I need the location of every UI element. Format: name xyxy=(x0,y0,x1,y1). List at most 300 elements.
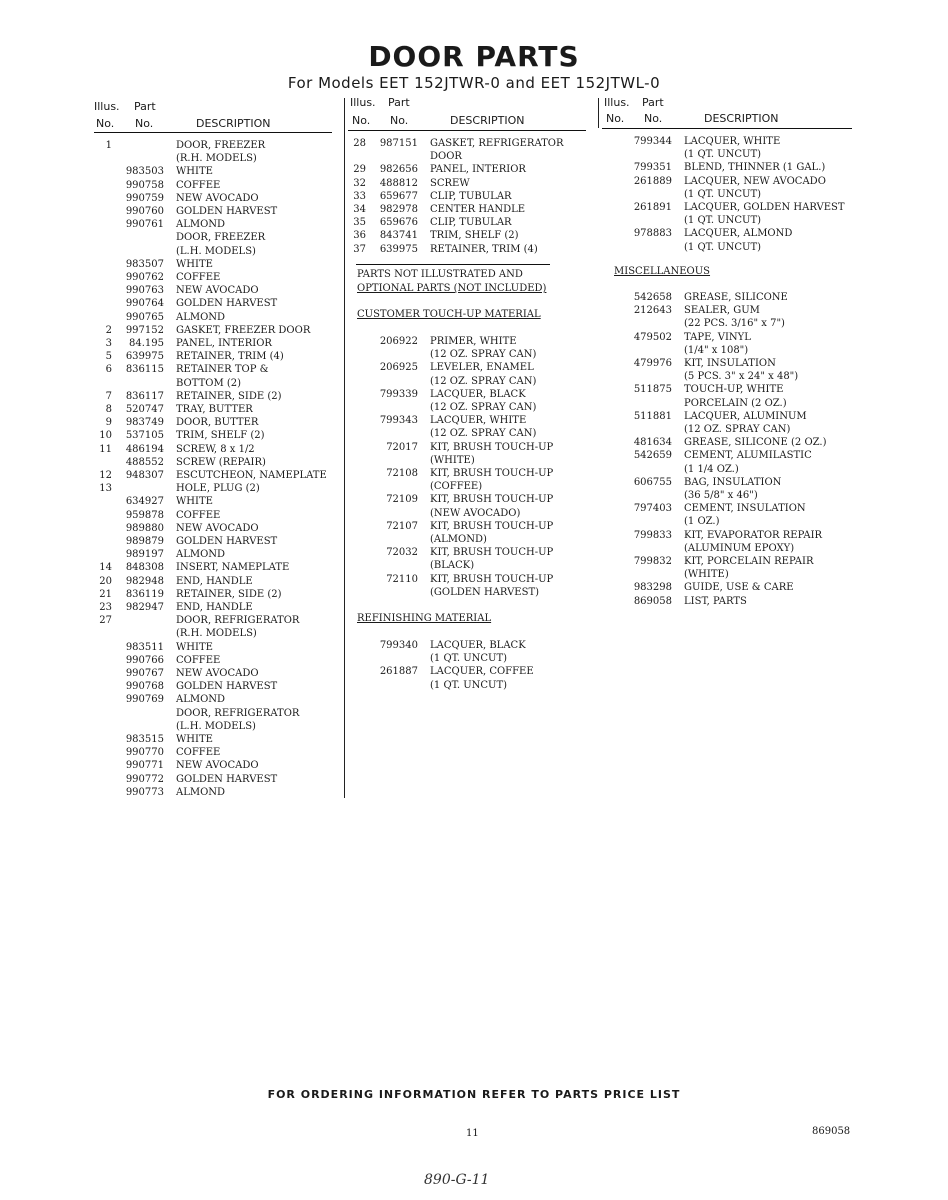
part-number: 990761 xyxy=(125,219,164,231)
part-number: 990767 xyxy=(125,668,164,679)
illus-number: 11 xyxy=(99,443,112,455)
parts-row xyxy=(94,205,344,218)
part-number: 990773 xyxy=(125,786,164,798)
part-number: 982656 xyxy=(379,164,418,176)
page-subtitle: For Models EET 152JTWR-0 and EET 152JTWL-0 xyxy=(287,74,661,92)
description: LACQUER, BLACK xyxy=(430,640,526,651)
part-number: 479502 xyxy=(633,331,672,343)
parts-row xyxy=(602,515,852,528)
illus-number: 10 xyxy=(99,430,112,442)
parts-row xyxy=(94,403,344,416)
part-number: 799351 xyxy=(633,162,672,174)
parts-row xyxy=(602,344,852,357)
header-rule xyxy=(348,130,586,131)
part-number: 990760 xyxy=(125,206,164,217)
part-number: 990770 xyxy=(125,747,164,759)
parts-row xyxy=(94,297,344,310)
part-number: 983515 xyxy=(125,734,164,745)
parts-row xyxy=(602,555,852,568)
part-number: 848308 xyxy=(125,562,164,574)
description: NEW AVOCADO xyxy=(176,668,259,679)
part-number: 511875 xyxy=(633,384,672,396)
parts-row xyxy=(94,561,344,574)
description: (L.H. MODELS) xyxy=(176,720,256,732)
handwritten-note: 890-G-11 xyxy=(424,1172,490,1188)
parts-row xyxy=(348,665,598,678)
section-refinishing-heading: REFINISHING MATERIAL xyxy=(357,613,492,624)
description: WHITE xyxy=(176,496,213,508)
parts-row xyxy=(94,429,344,442)
description: ALMOND xyxy=(176,786,226,798)
parts-row xyxy=(348,150,598,163)
description: KIT, BRUSH TOUCH-UP xyxy=(430,468,554,479)
parts-row xyxy=(94,245,344,258)
part-number: 959878 xyxy=(125,509,164,521)
description: TRIM, SHELF (2) xyxy=(430,230,519,242)
part-number: 72108 xyxy=(386,468,418,479)
parts-row xyxy=(94,693,344,706)
parts-row xyxy=(348,586,598,599)
parts-row xyxy=(348,520,598,533)
illus-number: 36 xyxy=(353,230,366,242)
part-number: 982978 xyxy=(379,204,418,215)
part-number: 989197 xyxy=(125,549,164,561)
parts-row xyxy=(94,192,344,205)
header-no-illus: No. xyxy=(606,112,625,125)
part-number: 479976 xyxy=(633,358,672,369)
illus-number: 7 xyxy=(105,390,112,402)
part-number: 72017 xyxy=(386,441,418,453)
header-illus: Illus. xyxy=(604,96,630,109)
description: TRAY, BUTTER xyxy=(176,404,253,415)
description: RETAINER, SIDE (2) xyxy=(176,588,282,600)
part-number: 987151 xyxy=(379,138,418,149)
part-number: 542659 xyxy=(633,450,672,462)
parts-row xyxy=(602,529,852,542)
parts-row xyxy=(602,291,852,304)
parts-row xyxy=(94,363,344,376)
part-number: 990772 xyxy=(125,773,164,785)
description: LACQUER, GOLDEN HARVEST xyxy=(684,202,845,213)
description: (1 QT. UNCUT) xyxy=(430,679,508,691)
parts-row xyxy=(602,135,852,148)
parts-row xyxy=(94,627,344,640)
illus-number: 9 xyxy=(105,417,112,429)
description: LIST, PARTS xyxy=(684,595,747,607)
description: WHITE xyxy=(176,258,213,270)
description: NEW AVOCADO xyxy=(176,192,259,204)
parts-row xyxy=(348,546,598,559)
description: (R.H. MODELS) xyxy=(176,628,257,640)
description: PANEL, INTERIOR xyxy=(430,164,526,176)
description: LACQUER, BLACK xyxy=(430,388,526,400)
section-touchup-heading: CUSTOMER TOUCH-UP MATERIAL xyxy=(357,309,541,320)
parts-row xyxy=(348,427,598,440)
description: KIT, EVAPORATOR REPAIR xyxy=(684,529,823,541)
illus-number: 32 xyxy=(353,177,366,189)
description: (WHITE) xyxy=(684,569,729,581)
header-rule xyxy=(602,128,852,129)
part-number: 989880 xyxy=(125,522,164,534)
parts-row xyxy=(602,568,852,581)
description: RETAINER, TRIM (4) xyxy=(430,243,538,255)
parts-row xyxy=(602,449,852,462)
description: COFFEE xyxy=(176,509,221,521)
part-number: 606755 xyxy=(633,476,672,488)
part-number: 997152 xyxy=(125,324,164,336)
parts-row xyxy=(348,335,598,348)
parts-row xyxy=(602,161,852,174)
description: KIT, BRUSH TOUCH-UP xyxy=(430,573,554,585)
parts-row xyxy=(348,348,598,361)
parts-row xyxy=(94,139,344,152)
description: COFFEE xyxy=(176,747,221,759)
parts-row xyxy=(348,493,598,506)
illus-number: 20 xyxy=(99,575,112,587)
parts-row xyxy=(602,331,852,344)
section-miscellaneous-heading: MISCELLANEOUS xyxy=(614,266,711,277)
parts-row xyxy=(94,535,344,548)
parts-row xyxy=(602,423,852,436)
parts-row xyxy=(602,148,852,161)
description: CLIP, TUBULAR xyxy=(430,217,512,229)
description: KIT, BRUSH TOUCH-UP xyxy=(430,520,554,532)
parts-row xyxy=(94,165,344,178)
description: LACQUER, NEW AVOCADO xyxy=(684,175,826,187)
notice-line-1: PARTS NOT ILLUSTRATED AND xyxy=(357,269,523,280)
illus-number: 13 xyxy=(99,483,112,495)
parts-row xyxy=(602,241,852,254)
parts-row xyxy=(602,489,852,502)
parts-row xyxy=(602,188,852,201)
description: LACQUER, ALUMINUM xyxy=(684,410,807,422)
part-number: 206925 xyxy=(379,362,418,374)
description: (12 OZ. SPRAY CAN) xyxy=(430,428,537,440)
description: GOLDEN HARVEST xyxy=(176,536,278,547)
part-number: 206922 xyxy=(379,336,418,347)
description: KIT, BRUSH TOUCH-UP xyxy=(430,494,554,506)
description: (22 PCS. 3/16" x 7") xyxy=(684,318,785,330)
header-part: Part xyxy=(642,96,664,109)
part-number: 990766 xyxy=(125,654,164,666)
parts-row xyxy=(602,383,852,396)
parts-row xyxy=(94,179,344,192)
part-number: 797403 xyxy=(633,503,672,515)
illus-number: 5 xyxy=(105,351,112,363)
parts-row xyxy=(348,679,598,692)
part-number: 261891 xyxy=(633,202,672,213)
part-number: 990764 xyxy=(125,298,164,310)
part-number: 212643 xyxy=(633,305,672,317)
description: GREASE, SILICONE (2 OZ.) xyxy=(684,437,827,449)
parts-row xyxy=(348,480,598,493)
description: PRIMER, WHITE xyxy=(430,336,517,347)
part-number: 72032 xyxy=(386,547,418,559)
description: CEMENT, INSULATION xyxy=(684,503,806,515)
part-number: 990768 xyxy=(125,681,164,693)
header-no-part: No. xyxy=(644,112,663,125)
illus-number: 37 xyxy=(353,243,366,255)
part-number: 989879 xyxy=(125,536,164,547)
parts-row xyxy=(94,548,344,561)
parts-row xyxy=(348,441,598,454)
description: SCREW (REPAIR) xyxy=(176,456,266,468)
header-no-part: No. xyxy=(390,114,409,127)
illus-number: 23 xyxy=(99,602,112,613)
illus-number: 21 xyxy=(99,588,112,600)
ordering-footer: FOR ORDERING INFORMATION REFER TO PARTS PRICE LIST xyxy=(267,1088,681,1101)
description: (1/4" x 108") xyxy=(684,344,749,356)
part-number: 836117 xyxy=(125,390,164,402)
parts-row xyxy=(94,773,344,786)
part-number: 799340 xyxy=(379,640,418,651)
description: LACQUER, ALMOND xyxy=(684,228,793,240)
description: COFFEE xyxy=(176,179,221,191)
description: GOLDEN HARVEST xyxy=(176,773,278,785)
part-number: 542658 xyxy=(633,292,672,303)
part-number: 799343 xyxy=(379,415,418,427)
description: (WHITE) xyxy=(430,454,475,466)
description: CENTER HANDLE xyxy=(430,204,526,215)
parts-row xyxy=(348,163,598,176)
part-number: 634927 xyxy=(125,496,164,508)
description: RETAINER, TRIM (4) xyxy=(176,351,284,363)
description: END, HANDLE xyxy=(176,602,253,613)
parts-row xyxy=(602,304,852,317)
description: DOOR, REFRIGERATOR xyxy=(176,615,300,627)
part-number: 488812 xyxy=(379,177,418,189)
description: (5 PCS. 3" x 24" x 48") xyxy=(684,371,799,383)
description: TAPE, VINYL xyxy=(684,331,751,343)
parts-row xyxy=(94,614,344,627)
parts-row xyxy=(348,573,598,586)
illus-number: 12 xyxy=(99,470,112,481)
description: CEMENT, ALUMILASTIC xyxy=(684,450,812,462)
parts-row xyxy=(602,502,852,515)
part-number: 869058 xyxy=(633,595,672,607)
part-number: 983503 xyxy=(125,166,164,178)
parts-row xyxy=(94,258,344,271)
description: GOLDEN HARVEST xyxy=(176,206,278,217)
description: SEALER, GUM xyxy=(684,305,760,317)
parts-row xyxy=(602,370,852,383)
part-number: 982947 xyxy=(125,602,164,613)
parts-row xyxy=(94,377,344,390)
description: NEW AVOCADO xyxy=(176,285,259,297)
header-no-part: No. xyxy=(135,117,154,130)
parts-row xyxy=(94,601,344,614)
header-illus: Illus. xyxy=(350,96,376,109)
part-number: 72107 xyxy=(386,520,418,532)
description: SCREW xyxy=(430,177,470,189)
description: (L.H. MODELS) xyxy=(176,245,256,257)
description: (1 OZ.) xyxy=(684,516,720,528)
parts-row xyxy=(602,175,852,188)
description: (1 QT. UNCUT) xyxy=(684,188,762,200)
parts-row xyxy=(94,786,344,799)
parts-row xyxy=(94,588,344,601)
parts-row xyxy=(94,218,344,231)
part-number: 983749 xyxy=(125,417,164,429)
description: (R.H. MODELS) xyxy=(176,153,257,165)
parts-row xyxy=(94,284,344,297)
description: PANEL, INTERIOR xyxy=(176,338,272,349)
parts-row xyxy=(348,414,598,427)
parts-row xyxy=(602,317,852,330)
parts-row xyxy=(94,707,344,720)
description: LACQUER, COFFEE xyxy=(430,666,534,678)
page-number: 11 xyxy=(466,1128,479,1139)
part-number: 520747 xyxy=(125,404,164,415)
parts-row xyxy=(602,463,852,476)
part-number: 481634 xyxy=(633,437,672,449)
parts-row xyxy=(94,337,344,350)
parts-row xyxy=(348,137,598,150)
description: NEW AVOCADO xyxy=(176,760,259,772)
parts-row xyxy=(94,231,344,244)
parts-row xyxy=(94,495,344,508)
part-number: 990758 xyxy=(125,179,164,191)
illus-number: 6 xyxy=(105,364,112,376)
description: SCREW, 8 x 1/2 xyxy=(176,443,255,455)
header-description: DESCRIPTION xyxy=(196,117,271,130)
header-part: Part xyxy=(388,96,410,109)
description: COFFEE xyxy=(176,654,221,666)
part-number: 799833 xyxy=(633,529,672,541)
part-number: 983511 xyxy=(125,641,164,653)
description: PORCELAIN (2 OZ.) xyxy=(684,397,787,409)
part-number: 978883 xyxy=(633,228,672,240)
description: DOOR, FREEZER xyxy=(176,140,266,151)
description: LACQUER, WHITE xyxy=(684,136,781,147)
parts-row xyxy=(94,575,344,588)
parts-row xyxy=(602,436,852,449)
description: KIT, BRUSH TOUCH-UP xyxy=(430,441,554,453)
column-divider xyxy=(598,98,599,128)
parts-row xyxy=(94,667,344,680)
parts-row xyxy=(602,227,852,240)
part-number: 836115 xyxy=(125,364,164,376)
parts-row xyxy=(348,388,598,401)
description: ALMOND xyxy=(176,311,226,323)
parts-row xyxy=(348,229,598,242)
part-number: 983298 xyxy=(633,582,672,594)
description: (1 QT. UNCUT) xyxy=(684,149,762,161)
parts-row xyxy=(348,216,598,229)
notice-rule xyxy=(356,264,550,265)
part-number: 488552 xyxy=(125,456,164,468)
description: (NEW AVOCADO) xyxy=(430,507,521,519)
parts-row xyxy=(94,522,344,535)
parts-row xyxy=(94,469,344,482)
parts-row xyxy=(348,190,598,203)
description: GREASE, SILICONE xyxy=(684,292,788,303)
part-number: 72109 xyxy=(386,494,418,506)
part-number: 261887 xyxy=(379,666,418,678)
parts-row xyxy=(94,311,344,324)
description: TOUCH-UP, WHITE xyxy=(684,384,784,396)
parts-row xyxy=(94,482,344,495)
parts-row xyxy=(602,201,852,214)
part-number: 799832 xyxy=(633,556,672,567)
description: COFFEE xyxy=(176,272,221,283)
part-number: 990763 xyxy=(125,285,164,297)
parts-row xyxy=(348,467,598,480)
part-number: 990759 xyxy=(125,192,164,204)
page-title: DOOR PARTS xyxy=(368,40,580,73)
notice-line-2: OPTIONAL PARTS (NOT INCLUDED) xyxy=(357,283,547,294)
part-number: 799339 xyxy=(379,388,418,400)
description: (ALMOND) xyxy=(430,534,487,545)
part-number: 659676 xyxy=(379,217,418,229)
description: END, HANDLE xyxy=(176,575,253,587)
parts-row xyxy=(348,507,598,520)
part-number: 982948 xyxy=(125,575,164,587)
description: (GOLDEN HARVEST) xyxy=(430,586,540,598)
description: CLIP, TUBULAR xyxy=(430,190,512,202)
parts-row xyxy=(348,454,598,467)
description: DOOR, FREEZER xyxy=(176,232,266,244)
parts-row xyxy=(348,177,598,190)
description: (1 QT. UNCUT) xyxy=(684,241,762,253)
illus-number: 2 xyxy=(105,324,112,336)
parts-row xyxy=(602,397,852,410)
parts-row xyxy=(602,214,852,227)
parts-row xyxy=(602,357,852,370)
description: LACQUER, WHITE xyxy=(430,415,527,427)
parts-row xyxy=(94,416,344,429)
parts-row xyxy=(94,350,344,363)
description: GOLDEN HARVEST xyxy=(176,681,278,693)
description: (12 OZ. SPRAY CAN) xyxy=(684,424,791,435)
description: (BLACK) xyxy=(430,560,475,572)
illus-number: 35 xyxy=(353,217,366,229)
header-description: DESCRIPTION xyxy=(450,114,525,127)
parts-row xyxy=(94,390,344,403)
description: ALMOND xyxy=(176,219,226,231)
description: DOOR, BUTTER xyxy=(176,417,259,429)
parts-row xyxy=(94,456,344,469)
description: (12 OZ. SPRAY CAN) xyxy=(430,375,537,387)
parts-row xyxy=(348,361,598,374)
description: (ALUMINUM EPOXY) xyxy=(684,542,795,554)
part-number: 836119 xyxy=(125,588,164,600)
description: (1 QT. UNCUT) xyxy=(684,215,762,227)
header-description: DESCRIPTION xyxy=(704,112,779,125)
parts-row xyxy=(94,152,344,165)
description: ALMOND xyxy=(176,694,226,706)
part-number: 799344 xyxy=(633,136,672,147)
part-number: 948307 xyxy=(125,470,164,481)
parts-row xyxy=(94,443,344,456)
parts-row xyxy=(348,559,598,572)
description: INSERT, NAMEPLATE xyxy=(176,562,290,574)
description: (1 1/4 OZ.) xyxy=(684,463,739,475)
description: GOLDEN HARVEST xyxy=(176,298,278,310)
part-number: 983507 xyxy=(125,258,164,270)
part-number: 990762 xyxy=(125,272,164,283)
part-number: 843741 xyxy=(379,230,418,242)
description: ESCUTCHEON, NAMEPLATE xyxy=(176,470,327,481)
description: DOOR xyxy=(430,151,462,163)
description: GUIDE, USE & CARE xyxy=(684,582,794,594)
parts-row xyxy=(94,746,344,759)
parts-row xyxy=(94,509,344,522)
illus-number: 14 xyxy=(99,562,112,574)
part-number: 261889 xyxy=(633,175,672,187)
description: KIT, BRUSH TOUCH-UP xyxy=(430,547,554,559)
part-number: 990771 xyxy=(125,760,164,772)
